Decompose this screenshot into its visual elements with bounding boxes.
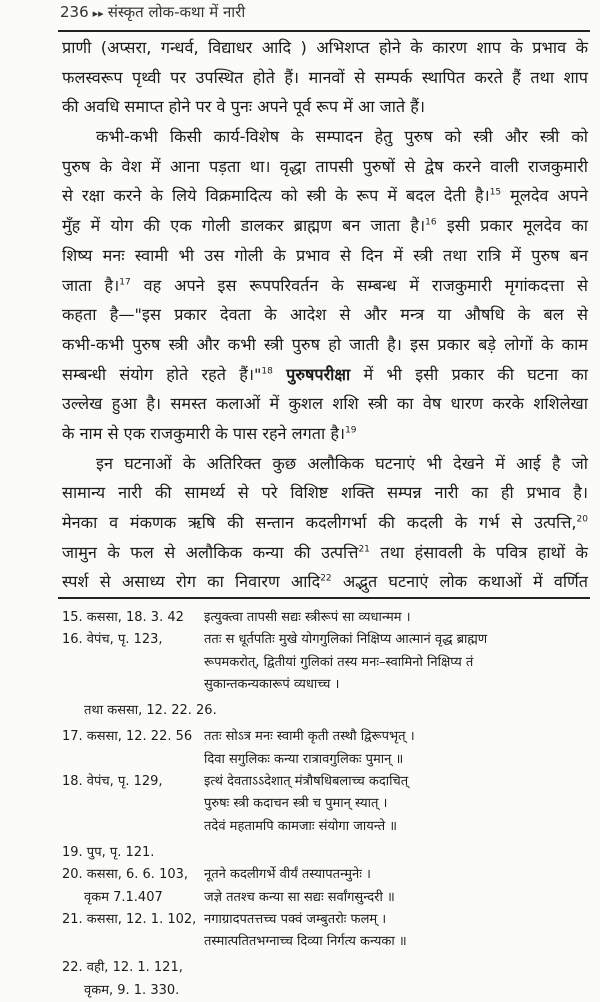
- text-run: में भी इसी प्रकार की घटना का: [350, 364, 588, 384]
- footnote-quote: [204, 980, 588, 1002]
- footnote-row: [62, 749, 588, 771]
- footnote-quote: इत्युक्त्वा तापसी सद्यः स्त्रीरूपं सा व्यधान्मम ।: [204, 610, 411, 625]
- text-run: के नाम से एक राजकुमारी के पास रहने लगता है।: [62, 423, 346, 443]
- footnote-source: 22. वही, 12. 1. 121,: [62, 960, 183, 976]
- footnote-row: [62, 674, 588, 696]
- text-run: सम्बन्धी संयोग होते रहते हैं।": [62, 364, 262, 384]
- footnote-quote: पुरुषः स्त्री कदाचन स्त्री च पुमान् स्यात् ।: [204, 796, 388, 812]
- footnote-rule: [58, 597, 590, 599]
- body-line: [62, 389, 588, 419]
- footnote-row: [62, 607, 588, 629]
- footnote-source: [62, 674, 204, 696]
- body-line: [62, 330, 588, 360]
- footnote-source: 17. कससा, 12. 22. 56: [62, 729, 193, 745]
- footnote-ref: 20: [576, 514, 588, 525]
- text-run: मेनका व मंकणक ऋषि की सन्तान कदलीगर्भा की कदली के गर्भ से उत्पत्ति,: [62, 513, 577, 532]
- footnote-row: [62, 864, 588, 886]
- footnote-quote: नूतने कदलीगर्भे वीर्यं तस्यापतन्मुनेः ।: [204, 867, 371, 883]
- footnote-row: [62, 957, 588, 979]
- running-header: [60, 2, 245, 22]
- footnote-row: [62, 700, 588, 722]
- body-line: [62, 241, 588, 271]
- footnote-ref: 21: [358, 544, 370, 555]
- footnote-row: [62, 771, 588, 793]
- text-run: पुरुष के वेश में आना पड़ता था। वृद्धा तापसी पुरुषों से द्वेष करने वाली राजकुमारी: [62, 156, 588, 176]
- footnote-ref: 16: [425, 217, 437, 228]
- footnote-source: [62, 816, 204, 838]
- text-run: [273, 365, 286, 384]
- body-line: [62, 152, 588, 182]
- double-arrow-icon: ▸▸: [92, 7, 104, 20]
- footnote-quote: [204, 957, 588, 979]
- text-run: प्राणी (अप्सरा, गन्धर्व, विद्याधर आदि ) अभिशप्त होने के कारण शाप के प्रभाव के: [62, 38, 588, 57]
- body-line: [62, 360, 588, 390]
- body-line: [62, 419, 588, 449]
- footnote-row: [62, 816, 588, 838]
- text-run: मुँह में योग की एक गोली डालकर ब्राह्मण बन जाता है।: [62, 216, 426, 236]
- footnote-quote: तदेवं महतामपि कामजाः संयोगा जायन्ते ॥: [204, 818, 398, 834]
- footnote-quote: तस्मात्पतितभग्नाच्च दिव्या निर्गत्य कन्यका ॥: [204, 934, 407, 950]
- footnote-ref: 18: [261, 366, 273, 377]
- body-line: [62, 508, 588, 538]
- footnote-ref: 22: [320, 573, 332, 584]
- text-run: उल्लेख हुआ है। समस्त कलाओं में कुशल शशि स्त्री का वेष धारण करके शशिलेखा: [62, 394, 588, 414]
- footnote-row: [62, 629, 588, 651]
- footnote-row: [62, 887, 588, 909]
- body-line: [62, 567, 588, 597]
- text-run: जाता है।: [62, 275, 120, 295]
- footnote-row: [62, 980, 588, 1002]
- bold-title: पुरुषपरीक्षा: [286, 364, 351, 384]
- footnote-source: 19. पुप, पृ. 121.: [62, 844, 155, 860]
- footnote-quote: दिवा सगुलिकः कन्या रात्रावगुलिकः पुमान् ॥: [204, 751, 404, 767]
- text-run: मूलदेव अपने: [501, 186, 589, 206]
- footnote-source: 15. कससा, 18. 3. 42: [62, 610, 184, 625]
- footnote-ref: 19: [345, 425, 357, 436]
- body-line: [62, 63, 588, 93]
- footnote-source: 20. कससा, 6. 6. 103,: [62, 867, 189, 883]
- body-line: [62, 122, 588, 152]
- footnote-source: तथा कससा, 12. 22. 26.: [84, 703, 217, 719]
- text-run: वह अपने इस रूपपरिवर्तन के सम्बन्ध में राजकुमारी मृगांकदत्ता से: [130, 275, 588, 295]
- footnote-source: 16. वेपंच, पृ. 123,: [62, 632, 163, 648]
- footnote-source: [62, 652, 204, 674]
- body-line: [62, 478, 588, 508]
- text-run: सामान्य नारी की सामर्थ्य से परे विशिष्ट शक्ति सम्पन्न नारी का ही प्रभाव है।: [62, 483, 588, 503]
- body-line: [62, 300, 588, 330]
- footnote-source: [62, 749, 204, 771]
- text-run: स्पर्श से असाध्य रोग का निवारण आदि: [62, 572, 321, 592]
- footnote-quote: नगाग्रादपतत्तच्च पक्वं जम्बुतरोः फलम् ।: [204, 911, 387, 927]
- footnote-row: [62, 652, 588, 674]
- text-run: से रक्षा करने के लिये विक्रमादित्य को स्त्री के रूप में बदल देती है।: [62, 186, 490, 206]
- footnote-source: 18. वेपंच, पृ. 129,: [62, 774, 163, 790]
- footnote-quote: रूपमकरोत्, द्वितीयां गुलिकां तस्य मनः–स्वामिनो निक्षिप्य तं: [204, 654, 474, 670]
- footnote-source: वृकम, 9. 1. 330.: [84, 982, 180, 998]
- footnote-quote: [204, 842, 588, 864]
- footnote-quote: ततः सोऽत्र मनः स्वामी कृती तस्थौ द्विरूपभृत् ।: [204, 729, 415, 745]
- page-number: 236: [60, 3, 89, 21]
- body-line: [62, 33, 588, 63]
- body-line: [62, 538, 588, 568]
- header-rule: [58, 30, 590, 32]
- footnote-row: [62, 793, 588, 815]
- text-run: शिष्य मनः स्वामी भी उस गोली के प्रभाव से दिन में स्त्री तथा रात्रि में पुरुष बन: [62, 245, 588, 265]
- text-run: इसी प्रकार मूलदेव का: [436, 216, 589, 236]
- body-line: [62, 271, 588, 301]
- footnote-ref: 15: [489, 188, 502, 199]
- text-run: जामुन के फल से अलौकिक कन्या की उत्पत्ति: [62, 542, 359, 562]
- footnote-quote: [204, 700, 588, 722]
- body-text: [62, 33, 588, 597]
- footnote-source: [62, 793, 204, 815]
- body-line: [62, 449, 588, 479]
- text-run: कभी-कभी किसी कार्य-विशेष के सम्पादन हेतु पुरुष को स्त्री और स्त्री को: [96, 127, 588, 147]
- text-run: अद्भुत घटनाएं लोक कथाओं में वर्णित: [331, 572, 588, 592]
- body-line: [62, 92, 588, 122]
- footnote-row: [62, 842, 588, 864]
- body-line: [62, 211, 588, 241]
- footnote-row: [62, 726, 588, 748]
- footnote-row: [62, 909, 588, 931]
- footnote-ref: 17: [119, 277, 131, 288]
- text-run: की अवधि समाप्त होने पर वे पुनः अपने पूर्व रूप में आ जाते हैं।: [62, 97, 425, 117]
- body-line: [62, 181, 588, 211]
- footnote-quote: ततः स धूर्तपतिः मुखे योगगुलिकां निक्षिप्य आत्मानं वृद्ध ब्राह्मण: [204, 632, 488, 648]
- text-run: कभी-कभी पुरुष स्त्री और कभी स्त्री पुरुष हो जाती है। इस प्रकार बड़े लोगों के काम: [62, 334, 588, 354]
- text-run: फलस्वरूप पृथ्वी पर उपस्थित होते हैं। मानवों से सम्पर्क स्थापित करते हैं तथा शाप: [62, 67, 588, 87]
- footnote-quote: जज्ञे ततश्च कन्या सा सद्यः सर्वांगसुन्दरी ॥: [204, 889, 395, 905]
- footnote-quote: सुकान्तकन्यकारूपं व्यधाच्च ।: [204, 676, 340, 692]
- text-run: कहता है—"इस प्रकार देवता के आदेश से और मन्त्र या औषधि के बल से: [62, 305, 588, 325]
- footnote-source: [62, 931, 204, 953]
- book-title: संस्कृत लोक-कथा में नारी: [107, 3, 246, 21]
- footnote-source: वृकम 7.1.407: [84, 889, 163, 905]
- footnotes: [62, 607, 588, 1002]
- footnote-row: [62, 931, 588, 953]
- footnote-source: 21. कससा, 12. 1. 102,: [62, 911, 197, 927]
- footnote-quote: इत्थं देवताऽऽदेशात् मंत्रौषधिबलाच्च कदाचित्: [204, 774, 409, 790]
- text-run: इन घटनाओं के अतिरिक्त कुछ अलौकिक घटनाएं भी देखने में आई है जो: [96, 453, 588, 473]
- text-run: तथा हंसावली के पवित्र हाथों के: [369, 542, 588, 562]
